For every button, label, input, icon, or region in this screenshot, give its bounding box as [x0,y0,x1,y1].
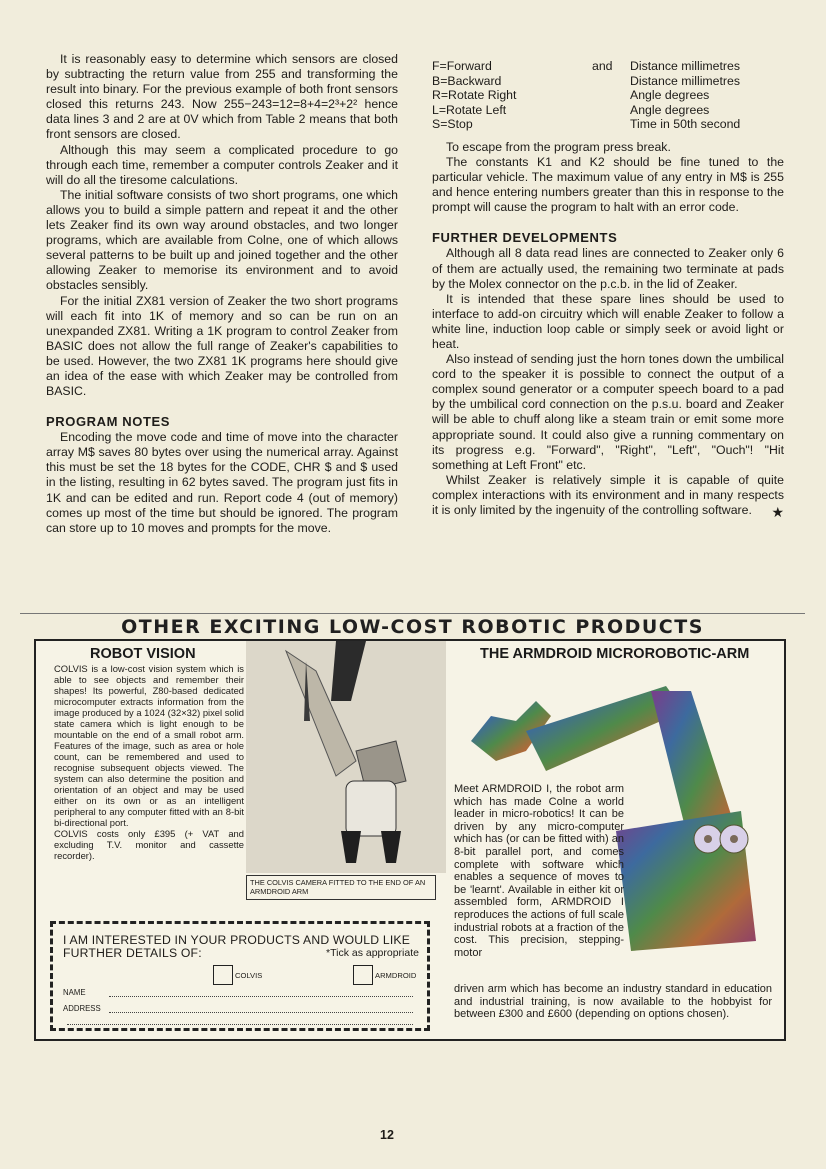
colvis-checkbox[interactable] [213,965,233,985]
colvis-checkbox-label: COLVIS [235,971,263,980]
armdroid-checkbox-label: ARMDROID [375,971,417,980]
armdroid-heading: THE ARMDROID MICROROBOTIC-ARM [480,646,750,662]
name-field[interactable] [109,996,413,997]
command-joiner [592,103,630,118]
camera-arm-photo [246,641,446,873]
article-left-column [46,52,398,536]
colvis-body: COLVIS is a low-cost vision system which is able to see objects and remember their shapes! Its powerful, Z80-based dedicated microcomputer extracts information from the image produced by a 1024 (32×32) pixel solid state camera which is light enough to be mountable on the end of a small robot arm. Features of the image, such as area or hole count, can be remembered and used to recognise subsequent objects viewed. The system can also determine the position and orientation of an object and may be used either on its own or as an intelligent peripheral to any computer fitted with an 8-bit bi-directional port. [54,663,244,828]
armdroid-description: Meet ARMDROID I, the robot arm which has made Colne a world leader in micro-robotics! It can be driven by any micro-computer which has (or can be fitted with) an 8-bit parallel port, and comes complete with software which enables a sequence of moves to be 'learnt'. Available in either kit or assembled form, ARMDROID I reproduces the actions of full scale industrial robots at a fraction of the cost. This precision, stepping-motor [454,783,624,959]
paragraph: The constants K1 and K2 should be fine tuned to the particular vehicle. The maximum value of any entry in M$ is 255 and hence entering numbers greater than this in response to the prompt will cause the program to halt with an error code. [432,155,784,215]
banner-title: OTHER EXCITING LOW-COST ROBOTIC PRODUCTS [121,616,704,638]
command-unit: Angle degrees [630,102,710,117]
command-unit: Angle degrees [630,88,710,103]
paragraph: It is reasonably easy to determine which sensors are closed by subtracting the return value from 255 and transforming the result into binary. For the previous example of both front sensors closed this returns 243. Now 255−243=12=8+4=2³+2² hence data lines 3 and 2 are at 0V which from Table 2 means that both front sensors are closed. [46,52,398,142]
armdroid-checkbox[interactable] [353,965,373,985]
colvis-description [54,663,244,861]
command-code: B=Backward [432,73,502,88]
command-code: S=Stop [432,117,473,132]
name-label: NAME [63,988,86,997]
table-row [432,103,784,118]
command-unit: Distance millimetres [630,59,741,73]
table-row [432,88,784,103]
command-unit: Distance millimetres [630,73,741,88]
command-code: F=Forward [432,59,492,73]
command-joiner [592,88,630,103]
advert-banner [20,613,805,641]
coupon-interest-text: I AM INTERESTED IN YOUR PRODUCTS AND WOULD LIKE FURTHER DETAILS OF: [63,933,411,960]
coupon-tick-note: *Tick as appropriate [326,947,419,959]
colvis-heading: ROBOT VISION [90,646,196,662]
section-heading: PROGRAM NOTES [46,414,171,430]
command-code: R=Rotate Right [432,88,517,103]
colvis-price: COLVIS costs only £395 (+ VAT and excluding T.V. monitor and cassette recorder). [54,828,244,861]
address-label: ADDRESS [63,1004,101,1013]
camera-caption: THE COLVIS CAMERA FITTED TO THE END OF AN ARMDROID ARM [246,875,436,900]
section-heading: FURTHER DEVELOPMENTS [432,230,618,246]
command-code: L=Rotate Left [432,102,507,117]
paragraph-text: Whilst Zeaker is relatively simple it is capable of quite complex interactions with its environment and in many respects it is only limited by the ingenuity of the controlling software. [432,472,784,518]
armdroid-description-continued: driven arm which has become an industry standard in education and industrial training, is now available to the hobbyist for between £300 and £600 (depending on options chosen). [454,983,772,1021]
paragraph [432,472,784,521]
paragraph: The initial software consists of two short programs, one which allows you to build a simple pattern and repeat it and the other lets Zeaker find its own way around obstacles, and two longer programs, which are available from Colne, one of which allows several patterns to be built up and joined together and the other allowing Zeaker to memorise its environment and to avoid obstacles sensibly. [46,187,398,293]
paragraph: It is intended that these spare lines should be used to interface to add-on circuitry which will enable Zeaker to follow a white line, induction loop cable or simply seek or avoid light or heat. [432,291,784,351]
command-joiner [592,74,630,89]
paragraph: Also instead of sending just the horn tones down the umbilical cord to the speaker it is possible to connect the output of a complex sound generator or a computer speech board to a pad by the umbilical cord connection on the p.s.u. board and Zeaker will be able to chuff along like a steam train or emit some more appropriate sound. It could also give a running commentary on its progress e.g. "Forward", "Right", "Left", "Ouch"! "Hit something at Left Front" etc. [432,352,784,472]
command-unit: Time in 50th second [630,117,741,132]
paragraph: For the initial ZX81 version of Zeaker the two short programs will each fit into 1K of memory and so can be run on an unexpanded ZX81. Writing a 1K program to control Zeaker from BASIC does not allow the full range of Zeaker's capabilities to be used. However, the two ZX81 1K programs here should give an idea of the ease with which Zeaker may be controlled from BASIC. [46,293,398,399]
order-coupon [50,921,430,1031]
paragraph: To escape from the program press break. [446,139,671,154]
command-joiner: and [592,59,613,73]
address-field-line-2[interactable] [67,1024,413,1025]
table-row [432,74,784,89]
article-right-column [432,59,784,519]
paragraph: Although this may seem a complicated procedure to go through each time, remember a computer controls Zeaker and it will do all the tiresome calculations. [46,142,398,187]
command-joiner [592,117,630,132]
paragraph: Encoding the move code and time of move into the character array M$ saves 80 bytes over using the numerical array. Against this must be set the 18 bytes for the CODE, CHR $ and $ used in the listing, resulting in 62 bytes saved. The program just fits in 1K and can be edited and run. Report code 4 (out of memory) comes up most of the time but should be ignored. The program can store up to 10 moves and prompts for the move. [46,430,398,535]
address-field[interactable] [109,1012,413,1013]
paragraph: Although all 8 data read lines are connected to Zeaker only 6 of them are actually used, the remaining two terminate at pads by the Molex connector on the p.c.b. in the lid of Zeaker. [432,246,784,291]
table-row [432,117,784,132]
command-table [432,59,784,132]
end-star-icon: ★ [771,504,784,521]
robot-arm-camera-illustration [246,641,446,873]
table-row [432,59,784,74]
page-number: 12 [380,1128,394,1142]
